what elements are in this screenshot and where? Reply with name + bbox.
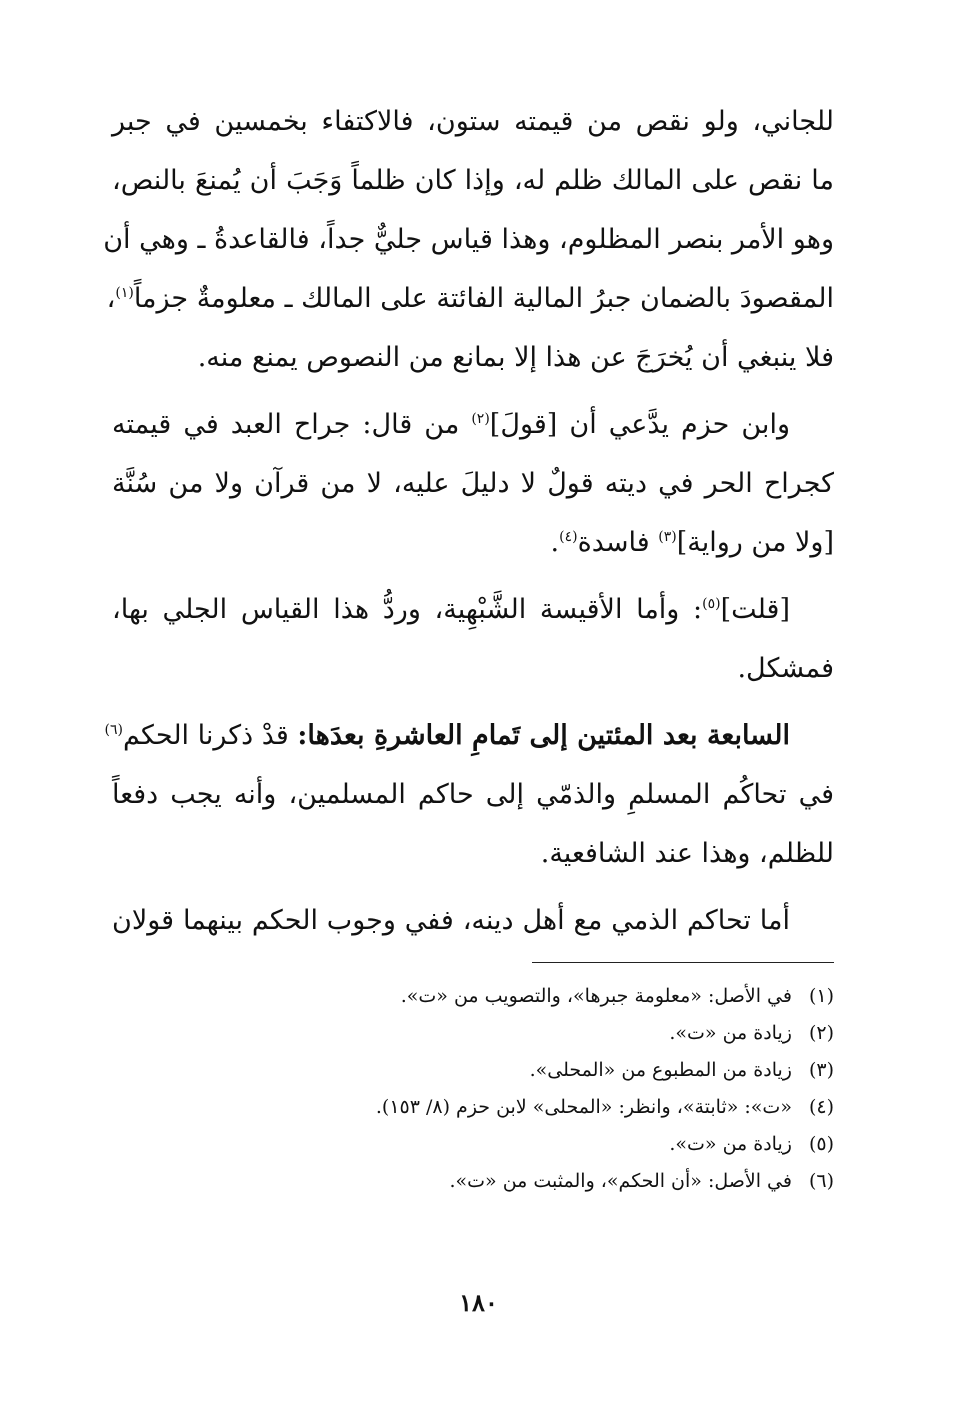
footnote-ref[interactable]: (٥)	[702, 596, 721, 612]
footnote-ref[interactable]: (٦)	[104, 722, 124, 738]
footnote-ref[interactable]: (٤)	[559, 529, 578, 545]
text-line	[112, 395, 834, 454]
text-line	[112, 513, 834, 572]
footnote-text: في الأصل: «أن الحكم»، والمثبت من «ت».	[449, 1170, 792, 1192]
footnote-number: (٥)	[808, 1133, 834, 1155]
footnote-ref[interactable]: (١)	[115, 285, 134, 301]
text-line: للجاني، ولو نقص من قيمته ستون، فالاكتفاء بخمسين في جبر	[112, 106, 834, 137]
text-line: وهو الأمر بنصر المظلوم، وهذا قياس جليٌّ جداً، فالقاعدةُ ـ وهي أن	[103, 224, 834, 255]
footnote-number: (١)	[808, 985, 834, 1007]
text-line: في تحاكُم المسلمِ والذمّي إلى حاكم المسلمين، وأنه يجب دفعاً	[112, 779, 834, 810]
footnote-item	[112, 1126, 834, 1163]
section-heading: السابعة بعد المئتين إلى تَمامِ العاشرةِ بعدَها:	[297, 720, 790, 751]
footnote-text: في الأصل: «معلومة جبرها»، والتصويب من «ت».	[400, 985, 792, 1007]
text-segment: من قال: جراح العبد في قيمته	[112, 409, 472, 440]
footnote-ref[interactable]: (٣)	[658, 529, 677, 545]
text-line: فلا ينبغي أن يُخرَجَ عن هذا إلا بمانع من النصوص يمنع منه.	[197, 342, 834, 373]
paragraph-1	[103, 92, 834, 387]
text-line: كجراح الحر في ديته قولٌ لا دليلَ عليه، لا من قرآن ولا من سُنَّة	[112, 468, 834, 499]
footnote-text: زيادة من المطبوع من «المحلى».	[529, 1059, 792, 1081]
text-segment: .	[550, 527, 560, 558]
text-line: ما نقص على المالك ظلم له، وإذا كان ظلماً وَجَبَ أن يُمنعَ بالنص،	[112, 165, 834, 196]
footnote-number: (٦)	[808, 1170, 834, 1192]
text-segment: المقصودَ بالضمان جبرُ المالية الفائتة على المالك ـ معلومةٌ جزماً	[133, 283, 834, 314]
text-line: للظلم، وهذا عند الشافعية.	[540, 838, 834, 869]
paragraph-2	[112, 395, 834, 572]
footnote-item	[112, 1015, 834, 1052]
paragraph-4	[104, 706, 834, 883]
page-number: ١٨٠	[459, 1288, 498, 1317]
text-segment: : وأما الأقيسة الشَّبْهِية، وردُّ هذا القياس الجلي بها،	[112, 594, 703, 625]
text-line	[112, 580, 834, 639]
footnote-item	[112, 978, 834, 1015]
footnotes	[112, 978, 834, 1200]
main-text	[103, 92, 834, 950]
footnote-text: «ت»: «ثابتة»، وانظر: «المحلى» لابن حزم (٨/ ١٥٣).	[375, 1096, 792, 1118]
footnote-number: (٢)	[808, 1022, 834, 1044]
footnote-number: (٣)	[808, 1059, 834, 1081]
text-segment: [قلت]	[720, 594, 790, 625]
text-segment: وابن حزم يدَّعي أن [قولَ]	[489, 409, 790, 440]
footnote-separator	[532, 962, 834, 963]
paragraph-5	[112, 891, 834, 950]
footnote-item	[112, 1163, 834, 1200]
footnote-text: زيادة من «ت».	[669, 1133, 792, 1155]
footnote-ref[interactable]: (٢)	[471, 411, 490, 427]
footnote-item	[112, 1052, 834, 1089]
text-segment: [ولا من رواية]	[676, 527, 834, 558]
text-segment: قدْ ذكرنا الحكم	[123, 720, 298, 751]
footnote-number: (٤)	[808, 1096, 834, 1118]
footnote-text: زيادة من «ت».	[669, 1022, 792, 1044]
text-line: المقصودَ بالضمان جبرُ المالية الفائتة على المالك ـ معلومةٌ جزماً$^{(١)}$،	[106, 283, 834, 314]
text-line: فمشكل.	[737, 653, 834, 684]
text-line	[104, 706, 834, 765]
paragraph-3	[112, 580, 834, 698]
text-line: أما تحاكم الذمي مع أهل دينه، ففي وجوب الحكم بينهما قولان	[112, 905, 790, 936]
footnote-item	[112, 1089, 834, 1126]
text-segment: فاسدة	[577, 527, 659, 558]
